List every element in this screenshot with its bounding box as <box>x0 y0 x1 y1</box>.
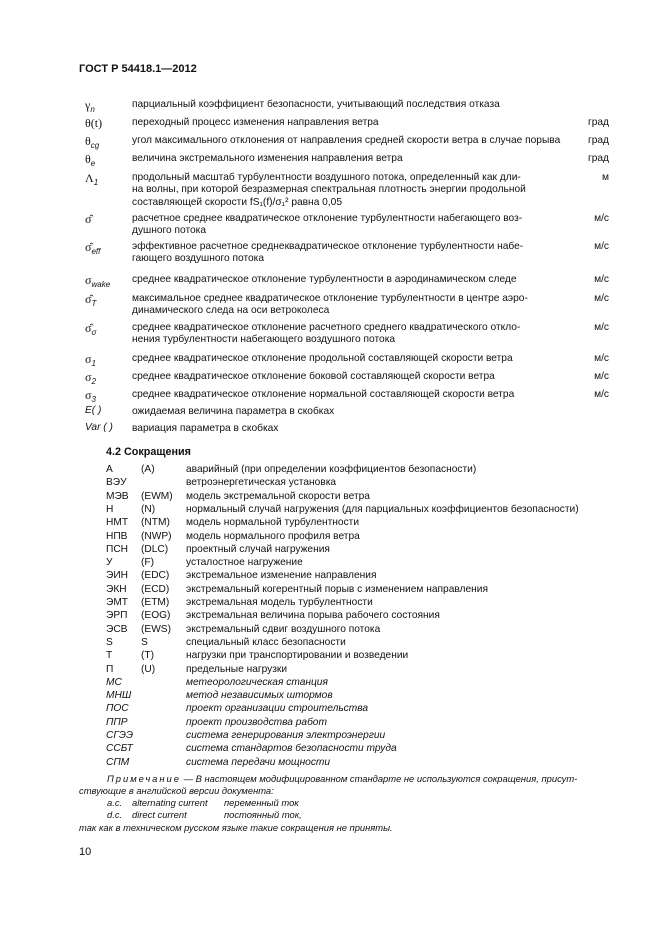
abbr-ru: МС <box>106 676 122 688</box>
abbr-ru: МНШ <box>106 690 132 702</box>
abbr-ru: ЭСВ <box>106 623 128 635</box>
symbol: $\sigmâ_T$ <box>85 292 97 308</box>
abbr-text: экстремальный сдвиг воздушного потока <box>186 623 381 635</box>
abbr-text: система генерирования электроэнергии <box>186 730 386 741</box>
abbr-ru: Н <box>106 503 114 515</box>
abbreviation-row <box>106 690 626 702</box>
abbreviation-row <box>106 584 626 596</box>
abbr-text: ветроэнергетическая установка <box>186 477 337 489</box>
abbreviation-row <box>106 610 626 622</box>
symbol-unit: м/с <box>594 241 609 252</box>
abbreviation-row <box>106 703 626 715</box>
abbr-text: модель экстремальной скорости ветра <box>186 490 370 502</box>
abbreviation-row <box>106 757 626 769</box>
abbr-en: (ECD) <box>141 583 170 595</box>
symbol: Var ( ) <box>85 422 113 433</box>
note-text-2: ствующие в английской версии документа: <box>79 784 274 796</box>
note <box>79 773 585 796</box>
abbr-en: (N) <box>141 503 156 515</box>
abbr-en: (DLC) <box>141 543 169 555</box>
page-number: 10 <box>79 846 92 858</box>
symbol-description: среднее квадратическое отклонение расчетного среднего квадратического откло- нения турбулентности набегающего воздушного потока <box>132 322 521 346</box>
abbr-ru: ПСН <box>106 543 129 555</box>
abbreviation-row <box>106 677 626 689</box>
symbol-description: эффективное расчетное среднеквадратическое отклонение турбулентности набе- гающего воздушного потока <box>132 241 524 265</box>
note-row-en: alternating current <box>132 797 208 808</box>
abbr-text: предельные нагрузки <box>186 663 288 675</box>
abbr-en: (EWS) <box>141 623 171 635</box>
abbreviation-row <box>106 557 626 569</box>
abbreviation-row <box>106 531 626 543</box>
abbr-ru: П <box>106 663 114 675</box>
abbr-ru: ЭМТ <box>106 597 129 608</box>
symbol: $\sigmâ_\sigma$ <box>85 321 97 337</box>
symbol: E( ) <box>85 405 102 416</box>
symbol-description: максимальное среднее квадратическое отклонение турбулентности в центре аэро- динамического следа на оси ветроколеса <box>132 293 528 317</box>
note-row-en: direct current <box>132 809 187 820</box>
abbr-ru: ППР <box>106 716 128 728</box>
abbr-text: система стандартов безопасности труда <box>186 743 397 755</box>
note-text-1: — В настоящем модифицированном стандарте не используются сокращения, присут- <box>181 773 578 784</box>
abbr-en: (NWP) <box>141 530 172 542</box>
document-header: ГОСТ Р 54418.1—2012 <box>79 63 197 75</box>
symbol: $\sigmâ_{eff}$ <box>85 240 101 256</box>
abbreviation-row <box>106 544 626 556</box>
abbr-text: нормальный случай нагружения (для парциальных коэффициентов безопасности) <box>186 503 579 515</box>
abbreviation-row <box>106 730 626 742</box>
abbr-ru: МЭВ <box>106 490 129 502</box>
abbr-en: S <box>141 636 148 648</box>
abbr-en: (T) <box>141 650 155 662</box>
abbr-text: проектный случай нагружения <box>186 543 330 555</box>
note-text-3: так как в техническом русском языке такие сокращения не приняты. <box>79 822 393 833</box>
symbol-description: среднее квадратическое отклонение продольной составляющей скорости ветра <box>132 353 513 364</box>
symbol-description: продольный масштаб турбулентности воздушного потока, определенный как дли- на волны, при которой безразмерная спектральная плотность энергии продольной составляющей скорости fS₁(f)/σ₁² равна 0,05 <box>132 172 526 208</box>
symbol-unit: град <box>588 135 609 146</box>
symbol-description: расчетное среднее квадратическое отклонение турбулентности набегающего воз- душного потока <box>132 213 523 237</box>
symbol-unit: м/с <box>594 353 609 364</box>
abbr-text: модель нормального профиля ветра <box>186 530 360 542</box>
symbol: $\sigma_3$ <box>85 388 96 404</box>
abbr-ru: ЭРП <box>106 610 128 622</box>
symbol-unit: м/с <box>594 213 609 224</box>
abbr-en: (EWM) <box>141 490 173 502</box>
abbr-ru: ЭКН <box>106 583 127 595</box>
abbr-text: нагрузки при транспортировании и возведении <box>186 650 409 662</box>
abbr-text: аварийный (при определении коэффициентов безопасности) <box>186 464 477 475</box>
symbol: $\gamma_n$ <box>85 98 95 114</box>
symbol-unit: м/с <box>594 389 609 400</box>
abbreviation-row <box>106 624 626 636</box>
symbol: $\Lambda_1$ <box>85 171 99 187</box>
symbol: σ̂ <box>85 212 92 226</box>
abbr-text: усталостное нагружение <box>186 557 303 569</box>
abbr-en: (EDC) <box>141 570 170 582</box>
abbreviation-row <box>106 517 626 529</box>
symbol-unit: град <box>588 153 609 164</box>
abbr-ru: НМТ <box>106 517 129 529</box>
abbr-ru: СГЭЭ <box>106 730 134 741</box>
abbr-ru: Т <box>106 650 113 662</box>
symbol-description: среднее квадратическое отклонение нормальной составляющей скорости ветра <box>132 389 515 400</box>
abbreviation-row <box>106 504 626 516</box>
abbr-en: (U) <box>141 663 156 675</box>
symbol: $\sigma_1$ <box>85 352 96 368</box>
abbr-text: экстремальная величина порыва рабочего состояния <box>186 610 440 622</box>
abbr-en: (F) <box>141 557 155 569</box>
abbr-ru: ЭИН <box>106 570 129 582</box>
symbol: $\sigma_{wake}$ <box>85 273 111 289</box>
abbreviation-row <box>106 477 626 489</box>
abbreviation-row <box>106 637 626 649</box>
note-row-ru: переменный ток <box>224 797 299 808</box>
note-label: Примечание <box>107 773 181 784</box>
abbr-en: (EOG) <box>141 610 171 622</box>
abbr-en: (NTM) <box>141 517 170 529</box>
abbreviation-row <box>106 664 626 676</box>
abbr-text: система передачи мощности <box>186 756 331 768</box>
note-row-abbr: d.c. <box>107 809 123 820</box>
symbol: $\theta_e$ <box>85 152 96 168</box>
abbr-en: (ETM) <box>141 597 170 608</box>
symbol-description: среднее квадратическое отклонение турбулентности в аэродинамическом следе <box>132 274 517 285</box>
abbreviation-row <box>106 597 626 609</box>
abbr-text: метод независимых штормов <box>186 690 333 702</box>
abbr-text: метеорологическая станция <box>186 676 328 688</box>
abbr-text: модель нормальной турбулентности <box>186 517 360 529</box>
abbreviation-row <box>106 717 626 729</box>
symbol: $\sigma_2$ <box>85 370 96 386</box>
note-row-abbr: a.c. <box>107 797 123 808</box>
note-row-ru: постоянный ток, <box>224 809 302 820</box>
abbr-ru: НПВ <box>106 530 128 542</box>
abbreviation-row <box>106 464 626 476</box>
abbr-text: экстремальное изменение направления <box>186 570 377 582</box>
symbol-description: среднее квадратическое отклонение боковой составляющей скорости ветра <box>132 371 495 382</box>
symbol: $\theta_{cg}$ <box>85 134 100 150</box>
symbol: θ(t) <box>85 116 103 130</box>
symbol-description: переходный процесс изменения направления ветра <box>132 117 379 128</box>
symbol-description: ожидаемая величина параметра в скобках <box>132 406 335 417</box>
abbr-text: проект производства работ <box>186 716 327 728</box>
section-title: 4.2 Сокращения <box>106 446 191 458</box>
symbol-unit: м/с <box>594 322 609 333</box>
symbol-unit: м <box>601 172 609 183</box>
abbreviation-row <box>106 650 626 662</box>
abbr-ru: S <box>106 636 113 648</box>
symbol-unit: м/с <box>594 274 609 285</box>
symbol-description: вариация параметра в скобках <box>132 423 279 434</box>
abbr-ru: А <box>106 464 113 475</box>
abbr-text: экстремальная модель турбулентности <box>186 597 373 608</box>
abbr-ru: ВЭУ <box>106 477 127 489</box>
abbr-ru: ПОС <box>106 703 129 715</box>
symbol-description: величина экстремального изменения направления ветра <box>132 153 403 164</box>
abbr-ru: ССБТ <box>106 743 133 755</box>
symbol-unit: м/с <box>594 293 609 304</box>
abbr-ru: У <box>106 557 113 569</box>
abbreviation-row <box>106 743 626 755</box>
abbr-ru: СПМ <box>106 756 130 768</box>
abbr-text: проект организации строительства <box>186 703 369 715</box>
abbr-en: (A) <box>141 464 155 475</box>
symbol-description: угол максимального отклонения от направления средней скорости ветра в случае порыва <box>132 135 561 146</box>
symbol-unit: град <box>588 117 609 128</box>
symbol-description: парциальный коэффициент безопасности, учитывающий последствия отказа <box>132 99 500 110</box>
abbr-text: специальный класс безопасности <box>186 636 346 648</box>
symbol-unit: м/с <box>594 371 609 382</box>
abbreviation-row <box>106 491 626 503</box>
abbreviation-row <box>106 570 626 582</box>
abbr-text: экстремальный когерентный порыв с изменением направления <box>186 583 488 595</box>
